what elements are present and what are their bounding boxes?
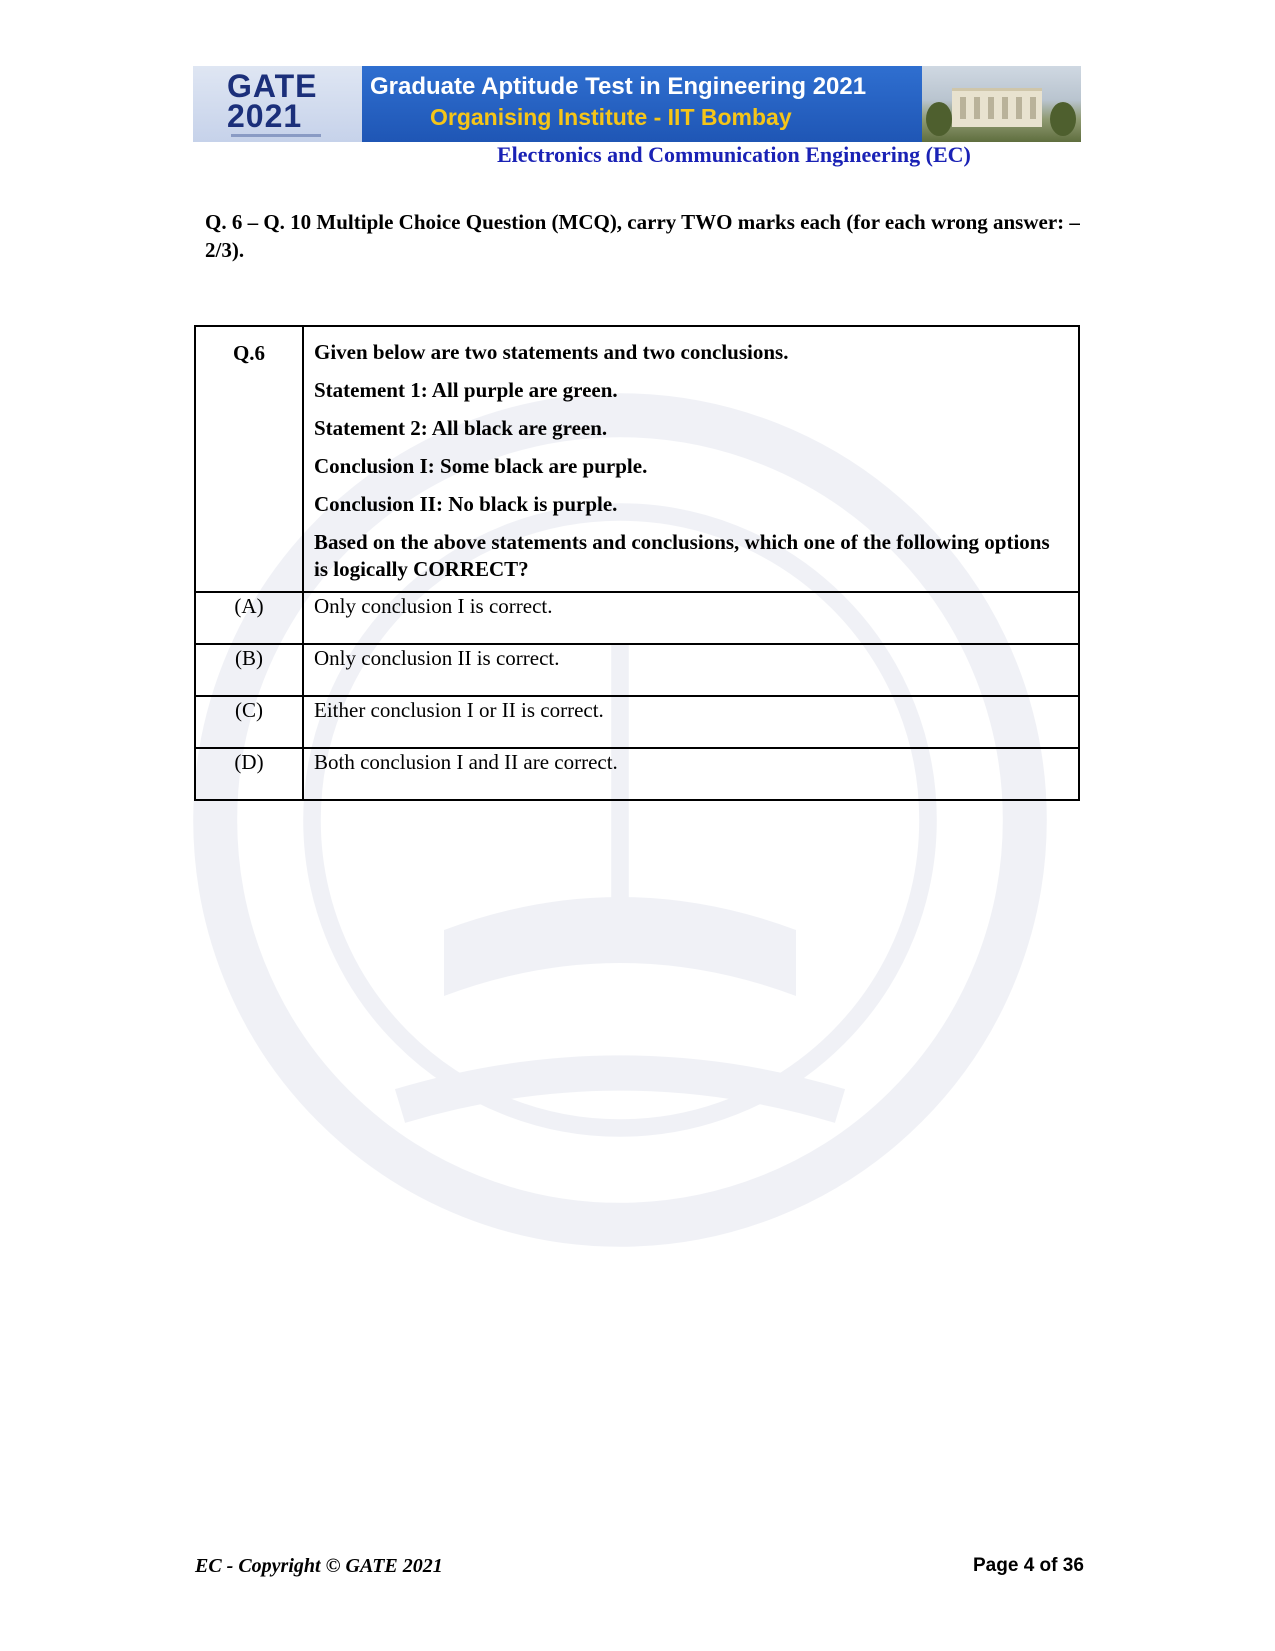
logo-line-1: GATE: [227, 68, 318, 104]
gate-header-banner: [193, 66, 1081, 142]
option-label: (B): [195, 644, 303, 696]
logo-line-2: 2021: [227, 98, 303, 134]
option-text: Only conclusion I is correct.: [303, 592, 1079, 644]
question-body: [303, 326, 1079, 592]
option-row-a: [195, 592, 1079, 644]
question-line: Given below are two statements and two conclusions.: [314, 340, 789, 364]
question-prompt: Based on the above statements and conclusions, which one of the following options is logically CORRECT?: [314, 530, 1050, 581]
subject-title: Electronics and Communication Engineering (EC): [497, 142, 971, 167]
campus-photo-icon: [922, 66, 1081, 142]
option-label: (D): [195, 748, 303, 800]
option-label: (C): [195, 696, 303, 748]
option-text: Either conclusion I or II is correct.: [303, 696, 1079, 748]
logo-tagline-strip: [231, 134, 321, 137]
footer-copyright: EC - Copyright © GATE 2021: [195, 1555, 443, 1577]
option-text: Only conclusion II is correct.: [303, 644, 1079, 696]
question-number: Q.6: [195, 326, 303, 592]
option-label: (A): [195, 592, 303, 644]
conclusion-1: Conclusion I: Some black are purple.: [314, 454, 648, 478]
question-table: [194, 325, 1080, 801]
option-text: Both conclusion I and II are correct.: [303, 748, 1079, 800]
conclusion-2: Conclusion II: No black is purple.: [314, 492, 618, 516]
option-row-b: [195, 644, 1079, 696]
statement-1: Statement 1: All purple are green.: [314, 378, 618, 402]
banner-text-block: [362, 66, 922, 142]
option-row-c: [195, 696, 1079, 748]
page-number: Page 4 of 36: [973, 1555, 1084, 1576]
section-heading: Q. 6 – Q. 10 Multiple Choice Question (MCQ), carry TWO marks each (for each wrong answer: – 2/3).: [205, 210, 1080, 262]
question-row: [195, 326, 1079, 592]
gate-2021-logo: [193, 66, 362, 142]
organising-institute: Organising Institute - IIT Bombay: [430, 104, 792, 130]
option-row-d: [195, 748, 1079, 800]
exam-title: Graduate Aptitude Test in Engineering 2021: [370, 73, 867, 100]
statement-2: Statement 2: All black are green.: [314, 416, 608, 440]
